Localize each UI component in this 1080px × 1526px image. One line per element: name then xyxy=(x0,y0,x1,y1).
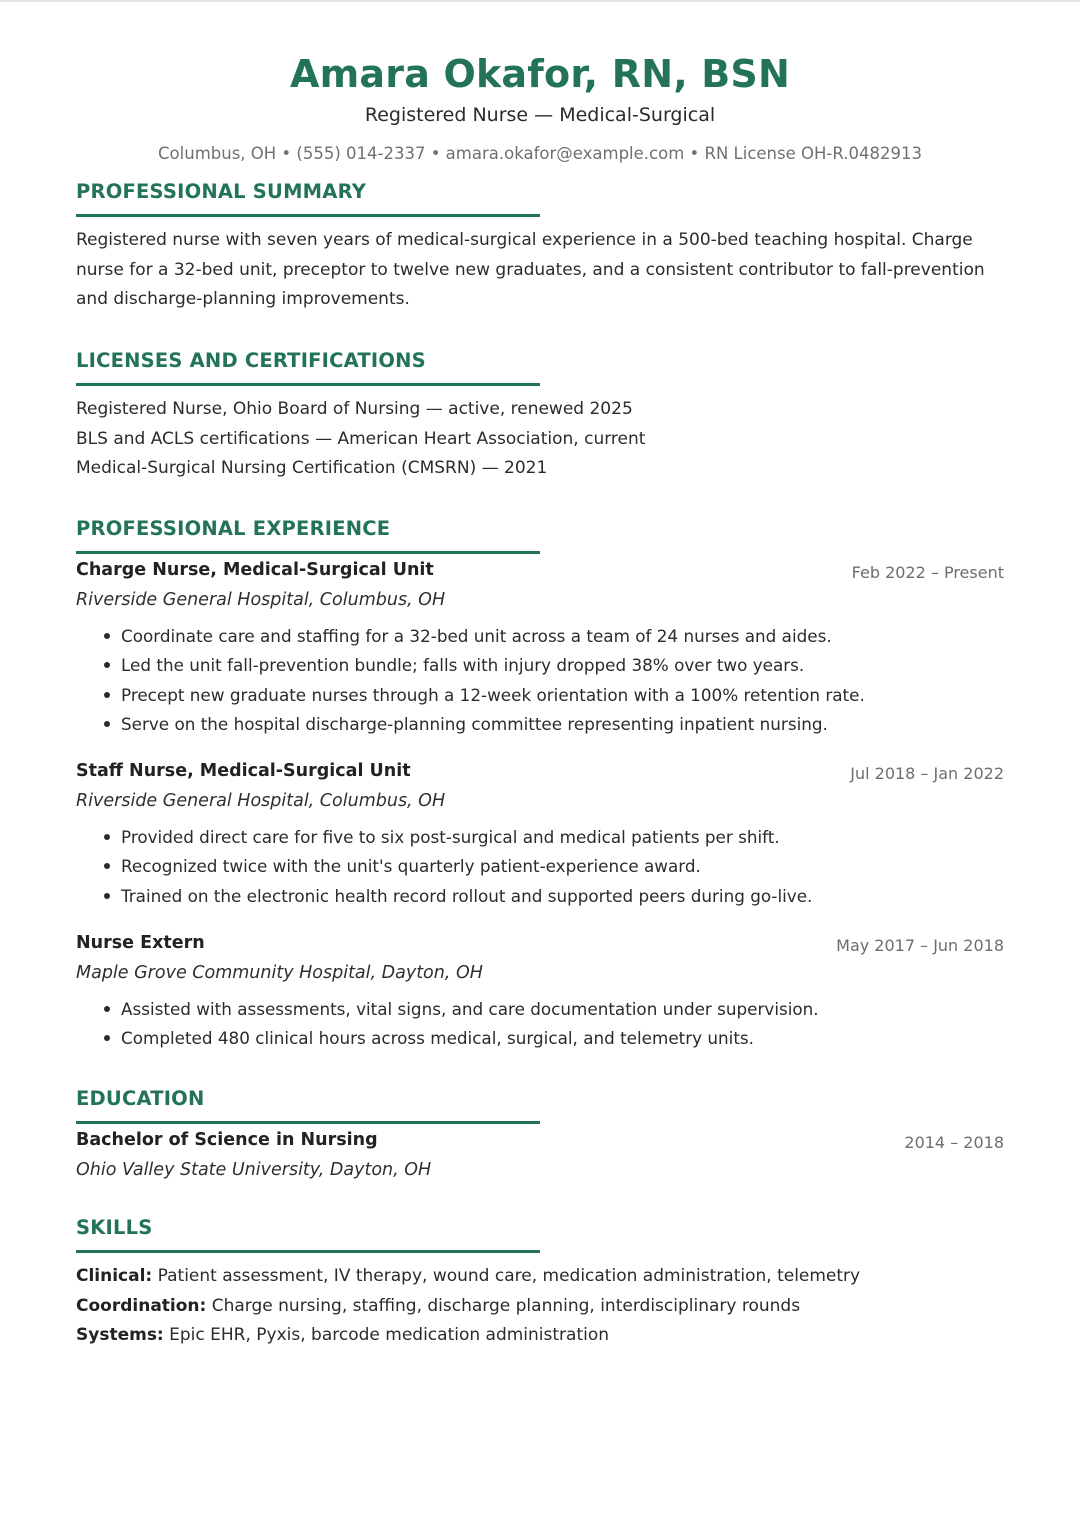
bullet-text: Provided direct care for five to six post-surgical and medical patients per shift. xyxy=(121,827,780,847)
job-bullets xyxy=(100,622,865,739)
list-item xyxy=(100,852,812,881)
skill-label: Coordination: xyxy=(76,1295,207,1316)
bullet-dot-icon xyxy=(104,692,110,698)
bullet-dot-icon xyxy=(104,1006,110,1012)
skill-label: Systems: xyxy=(76,1325,164,1345)
license-item: Medical-Surgical Nursing Certification (CMSRN) — 2021 xyxy=(76,458,548,478)
skill-line-systems xyxy=(76,1325,609,1345)
bullet-text: Assisted with assessments, vital signs, and care documentation under supervision. xyxy=(121,999,819,1019)
skill-text: Patient assessment, IV therapy, wound care, medication administration, telemetry xyxy=(157,1266,861,1286)
summary-text: Registered nurse with seven years of medical-surgical experience in a 500-bed teaching hospital. Charge nurse for a 32-bed unit, preceptor to twelve new graduates, and a consistent contributor to fall-prevention and discharge-planning improvements. xyxy=(76,230,985,309)
job-dates: May 2017 – Jun 2018 xyxy=(836,936,1004,955)
skill-line-coordination xyxy=(76,1296,800,1316)
license-item: BLS and ACLS certifications — American Heart Association, current xyxy=(76,428,646,449)
section-title-summary: PROFESSIONAL SUMMARY xyxy=(76,180,367,203)
degree-title: Bachelor of Science in Nursing xyxy=(76,1130,378,1150)
bullet-text: Precept new graduate nurses through a 12-week orientation with a 100% retention rate. xyxy=(121,684,865,705)
list-item xyxy=(100,651,865,680)
list-item xyxy=(100,1024,819,1053)
bullet-text: Trained on the electronic health record rollout and supported peers during go-live. xyxy=(121,885,813,906)
bullet-dot-icon xyxy=(104,893,110,899)
candidate-subtitle: Registered Nurse — Medical-Surgical xyxy=(364,104,716,126)
skill-text: Charge nursing, staffing, discharge planning, interdisciplinary rounds xyxy=(211,1295,801,1316)
top-border xyxy=(0,0,1080,2)
job-title: Nurse Extern xyxy=(76,933,205,953)
bullet-text: Recognized twice with the unit's quarterly patient-experience award. xyxy=(121,856,701,877)
list-item xyxy=(100,710,865,739)
skill-label: Clinical: xyxy=(76,1266,153,1286)
job-title: Staff Nurse, Medical-Surgical Unit xyxy=(76,761,411,781)
job-organization: Riverside General Hospital, Columbus, OH xyxy=(76,590,446,610)
job-title: Charge Nurse, Medical-Surgical Unit xyxy=(76,560,434,580)
section-rule xyxy=(76,1121,540,1124)
section-rule xyxy=(76,551,540,554)
bullet-dot-icon xyxy=(104,1035,110,1041)
bullet-text: Coordinate care and staffing for a 32-bed unit across a team of 24 nurses and aides. xyxy=(121,626,832,646)
education-dates: 2014 – 2018 xyxy=(904,1133,1004,1152)
section-rule xyxy=(76,1250,540,1253)
list-item xyxy=(100,622,865,651)
contact-line: Columbus, OH • (555) 014-2337 • amara.okafor@example.com • RN License OH-R.0482913 xyxy=(158,144,922,163)
bullet-dot-icon xyxy=(104,662,110,668)
bullet-text: Serve on the hospital discharge-planning committee representing inpatient nursing. xyxy=(121,713,828,734)
skill-line-clinical xyxy=(76,1266,860,1286)
job-dates: Jul 2018 – Jan 2022 xyxy=(850,764,1004,783)
list-item xyxy=(100,681,865,710)
bullet-dot-icon xyxy=(104,834,110,840)
list-item xyxy=(100,823,812,852)
job-bullets xyxy=(100,995,819,1054)
license-item: Registered Nurse, Ohio Board of Nursing — active, renewed 2025 xyxy=(76,399,633,419)
list-item xyxy=(100,995,819,1024)
job-dates: Feb 2022 – Present xyxy=(851,563,1004,582)
section-title-experience: PROFESSIONAL EXPERIENCE xyxy=(76,517,391,540)
candidate-name: Amara Okafor, RN, BSN xyxy=(290,52,790,96)
bullet-dot-icon xyxy=(104,721,110,727)
bullet-dot-icon xyxy=(104,863,110,869)
bullet-text: Completed 480 clinical hours across medical, surgical, and telemetry units. xyxy=(121,1028,754,1049)
list-item xyxy=(100,882,812,911)
skill-text: Epic EHR, Pyxis, barcode medication administration xyxy=(169,1325,610,1345)
school-name: Ohio Valley State University, Dayton, OH xyxy=(76,1160,432,1180)
section-title-education: EDUCATION xyxy=(76,1087,205,1110)
section-rule xyxy=(76,383,540,386)
job-organization: Riverside General Hospital, Columbus, OH xyxy=(76,791,446,811)
job-organization: Maple Grove Community Hospital, Dayton, OH xyxy=(76,963,483,983)
bullet-dot-icon xyxy=(104,633,110,639)
bullet-text: Led the unit fall-prevention bundle; falls with injury dropped 38% over two years. xyxy=(121,655,805,676)
section-title-skills: SKILLS xyxy=(76,1216,153,1239)
job-bullets xyxy=(100,823,812,911)
section-title-licenses: LICENSES AND CERTIFICATIONS xyxy=(76,349,426,372)
section-rule xyxy=(76,214,540,217)
